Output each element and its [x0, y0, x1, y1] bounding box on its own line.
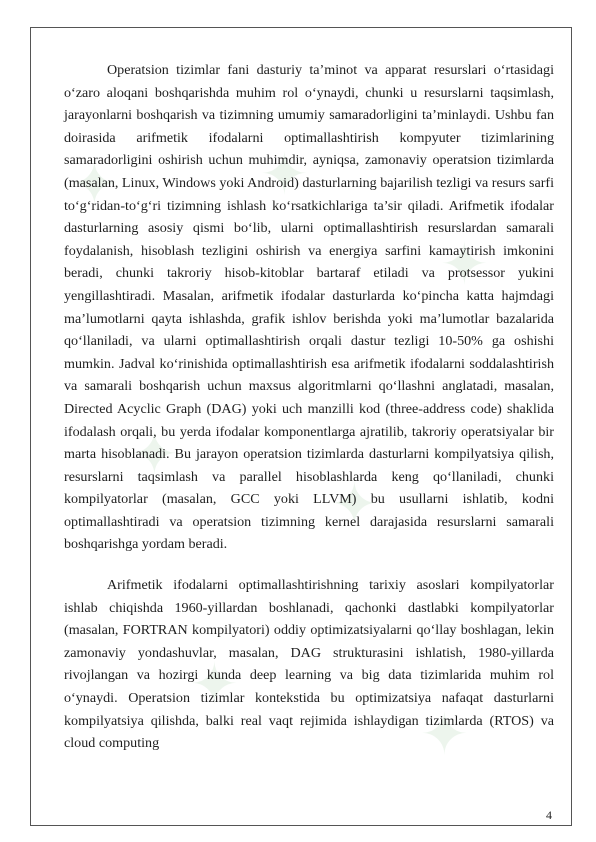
watermark-shape: ✦: [130, 420, 179, 488]
paragraph-1: Operatsion tizimlar fani dasturiy ta’minot va apparat resurslari o‘rtasidagi o‘zaro aloqani boshqarishda muhim rol o‘ynaydi, chunki u resurslarni taqsimlash, jarayonlarni boshqarish va tizimning umumiy samaradorligini ta’minlaydi. Ushbu fan doirasida arifmetik ifodalarni optimallashtirish kompyuter tizimlarining samaradorligini oshirish uchun muhimdir, ayniqsa, zamonaviy operatsion tizimlarda (masalan, Linux, Windows yoki Android) dasturlarning bajarilish tezligi va resurs sarfi to‘g‘ridan-to‘g‘ri tizimning ishlash ko‘rsatkichlariga ta’sir qiladi. Arifmetik ifodalar dasturlarning asosiy qismi bo‘lib, ularni optimallashtirish resurslardan samarali foydalanish, hisoblash tezligini oshirish va energiya sarfini kamaytirish imkonini beradi, chunki takroriy hisob-kitoblar bartaraf etiladi va protsessor yukini yengillashtiradi. Masalan, arifmetik ifodalar dasturlarda ko‘pincha katta hajmdagi ma’lumotlarni qayta ishlashda, grafik ishlov berishda yoki ma’lumotlar bazalarida qo‘llaniladi, va ularni optimallashtirish orqali dastur tezligi 10-50% ga oshishi mumkin. Jadval ko‘rinishida optimallashtirish esa arifmetik ifodalarni soddalashtirish va samarali boshqarish uchun maxsus algoritmlarni qo‘llashni anglatadi, masalan, Directed Acyclic Graph (DAG) yoki uch manzilli kod (three-address code) shaklida ifodalash orqali, bu yerda ifodalar komponentlarga ajratilib, takroriy operatsiyalar bir marta hisoblanadi. Bu jarayon operatsion tizimlarda dasturlarni kompilyatsiya qilish, resurslarni taqsimlash va parallel hisoblashlarda keng qo‘llaniladi, chunki kompilyatorlar (masalan, GCC yoki LLVM) bu usullarni ishlatib, kodni optimallashtiradi va operatsion tizimning kernel darajasida resurslarni samarali boshqarishga yordam beradi.: [64, 62, 554, 553]
document-body: [64, 59, 554, 755]
watermark-shape: ✦: [260, 140, 309, 208]
watermark-shape: ✦: [420, 700, 469, 768]
watermark-shape: ✦: [330, 470, 379, 538]
watermark-shape: ✦: [70, 150, 119, 218]
watermark-shape: ✦: [190, 650, 239, 718]
watermark-shape: ✦: [440, 230, 489, 298]
paragraph-2: Arifmetik ifodalarni optimallashtirishning tarixiy asoslari kompilyatorlar ishlab chiqishda 1960-yillardan boshlanadi, qachonki dastlabki kompilyatorlar (masalan, FORTRAN kompilyatori) oddiy optimizatsiyalarni qo‘llay boshlagan, lekin zamonaviy yondashuvlar, masalan, DAG strukturasini ishlatish, 1980-yillarda rivojlangan va hozirgi kunda deep learning va big data tizimlarida muhim rol o‘ynaydi. Operatsion tizimlar kontekstida bu optimizatsiya nafaqat dasturlarni kompilyatsiya qilishda, balki real vaqt rejimida ishlaydigan tizimlarda (RTOS) va cloud computing: [64, 577, 554, 752]
page-number: 4: [546, 808, 552, 822]
